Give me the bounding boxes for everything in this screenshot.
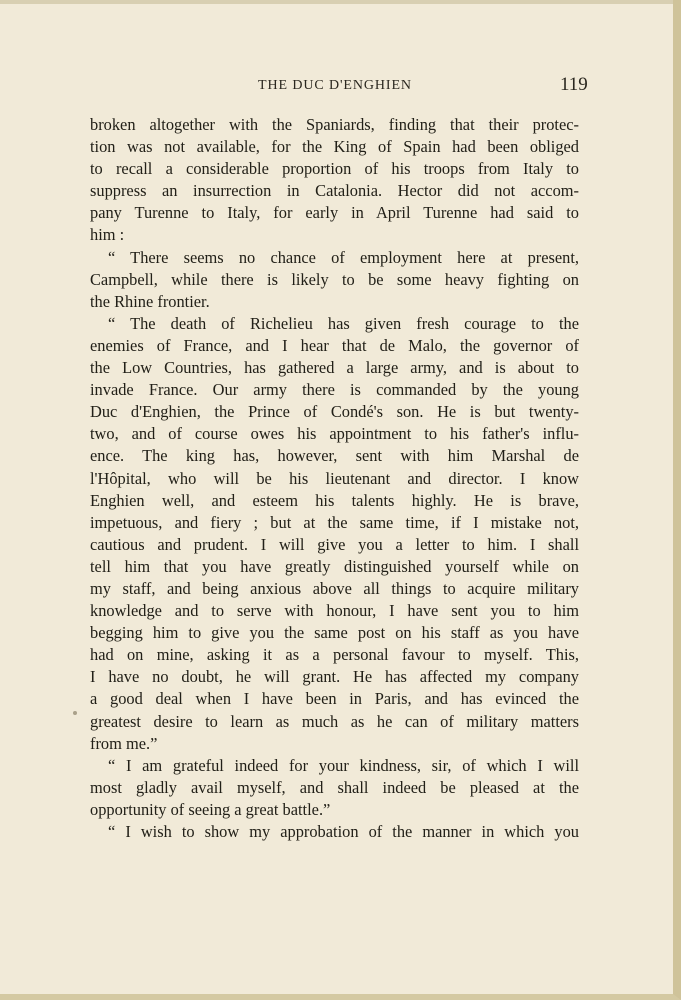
text-line: had on mine, asking it as a personal favour to myself. This, (90, 645, 579, 665)
text-line: my staff, and being anxious above all things to acquire military (90, 578, 579, 598)
text-line: broken altogether with the Spaniards, finding that their protec- (90, 115, 579, 134)
text-line: tell him that you have greatly distinguished yourself while on (90, 556, 579, 576)
paper-blemish (73, 711, 77, 715)
text-line: him : (90, 225, 125, 245)
text-line: suppress an insurrection in Catalonia. Hector did not accom- (90, 181, 579, 201)
text-line: “ I am grateful indeed for your kindness, sir, of which I will (108, 755, 579, 775)
text-line: Duc d'Enghien, the Prince of Condé's son. He is but twenty- (90, 402, 579, 422)
text-line: Campbell, while there is likely to be some heavy fighting on (90, 269, 579, 289)
text-line: most gladly avail myself, and shall indeed be pleased at the (90, 777, 579, 797)
text-line: impetuous, and fiery ; but at the same time, if I mistake not, (90, 512, 579, 532)
text-line: from me.” (90, 733, 158, 753)
text-line: l'Hôpital, who will be his lieutenant and director. I know (90, 468, 579, 488)
page-top-edge (0, 0, 673, 4)
text-line: cautious and prudent. I will give you a letter to him. I shall (90, 534, 579, 554)
text-line: “ There seems no chance of employment here at present, (108, 247, 579, 267)
text-line: I have no doubt, he will grant. He has affected my company (90, 667, 579, 687)
text-line: pany Turenne to Italy, for early in April Turenne had said to (90, 203, 579, 223)
text-line: opportunity of seeing a great battle.” (90, 799, 331, 819)
text-line: greatest desire to learn as much as he can of military matters (90, 711, 579, 731)
text-line: the Rhine frontier. (90, 291, 210, 311)
text-line: enemies of France, and I hear that de Malo, the governor of (90, 335, 579, 355)
text-line: ence. The king has, however, sent with him Marshal de (90, 446, 579, 466)
text-line: two, and of course owes his appointment to his father's influ- (90, 424, 579, 444)
text-line: a good deal when I have been in Paris, and has evinced the (90, 689, 579, 709)
text-line: begging him to give you the same post on his staff as you have (90, 623, 579, 643)
text-line: to recall a considerable proportion of his troops from Italy to (90, 159, 579, 179)
running-head: THE DUC D'ENGHIEN (258, 78, 412, 93)
page-number: 119 (560, 74, 588, 95)
text-line: “ I wish to show my approbation of the manner in which you (108, 822, 579, 841)
text-line: the Low Countries, has gathered a large army, and is about to (90, 358, 579, 378)
text-line: “ The death of Richelieu has given fresh courage to the (108, 313, 579, 333)
body-text (90, 114, 579, 843)
text-line: tion was not available, for the King of Spain had been obliged (90, 137, 579, 157)
text-line: Enghien well, and esteem his talents highly. He is brave, (90, 490, 579, 510)
text-line: invade France. Our army there is commanded by the young (90, 380, 579, 400)
text-line: knowledge and to serve with honour, I have sent you to him (90, 601, 579, 621)
